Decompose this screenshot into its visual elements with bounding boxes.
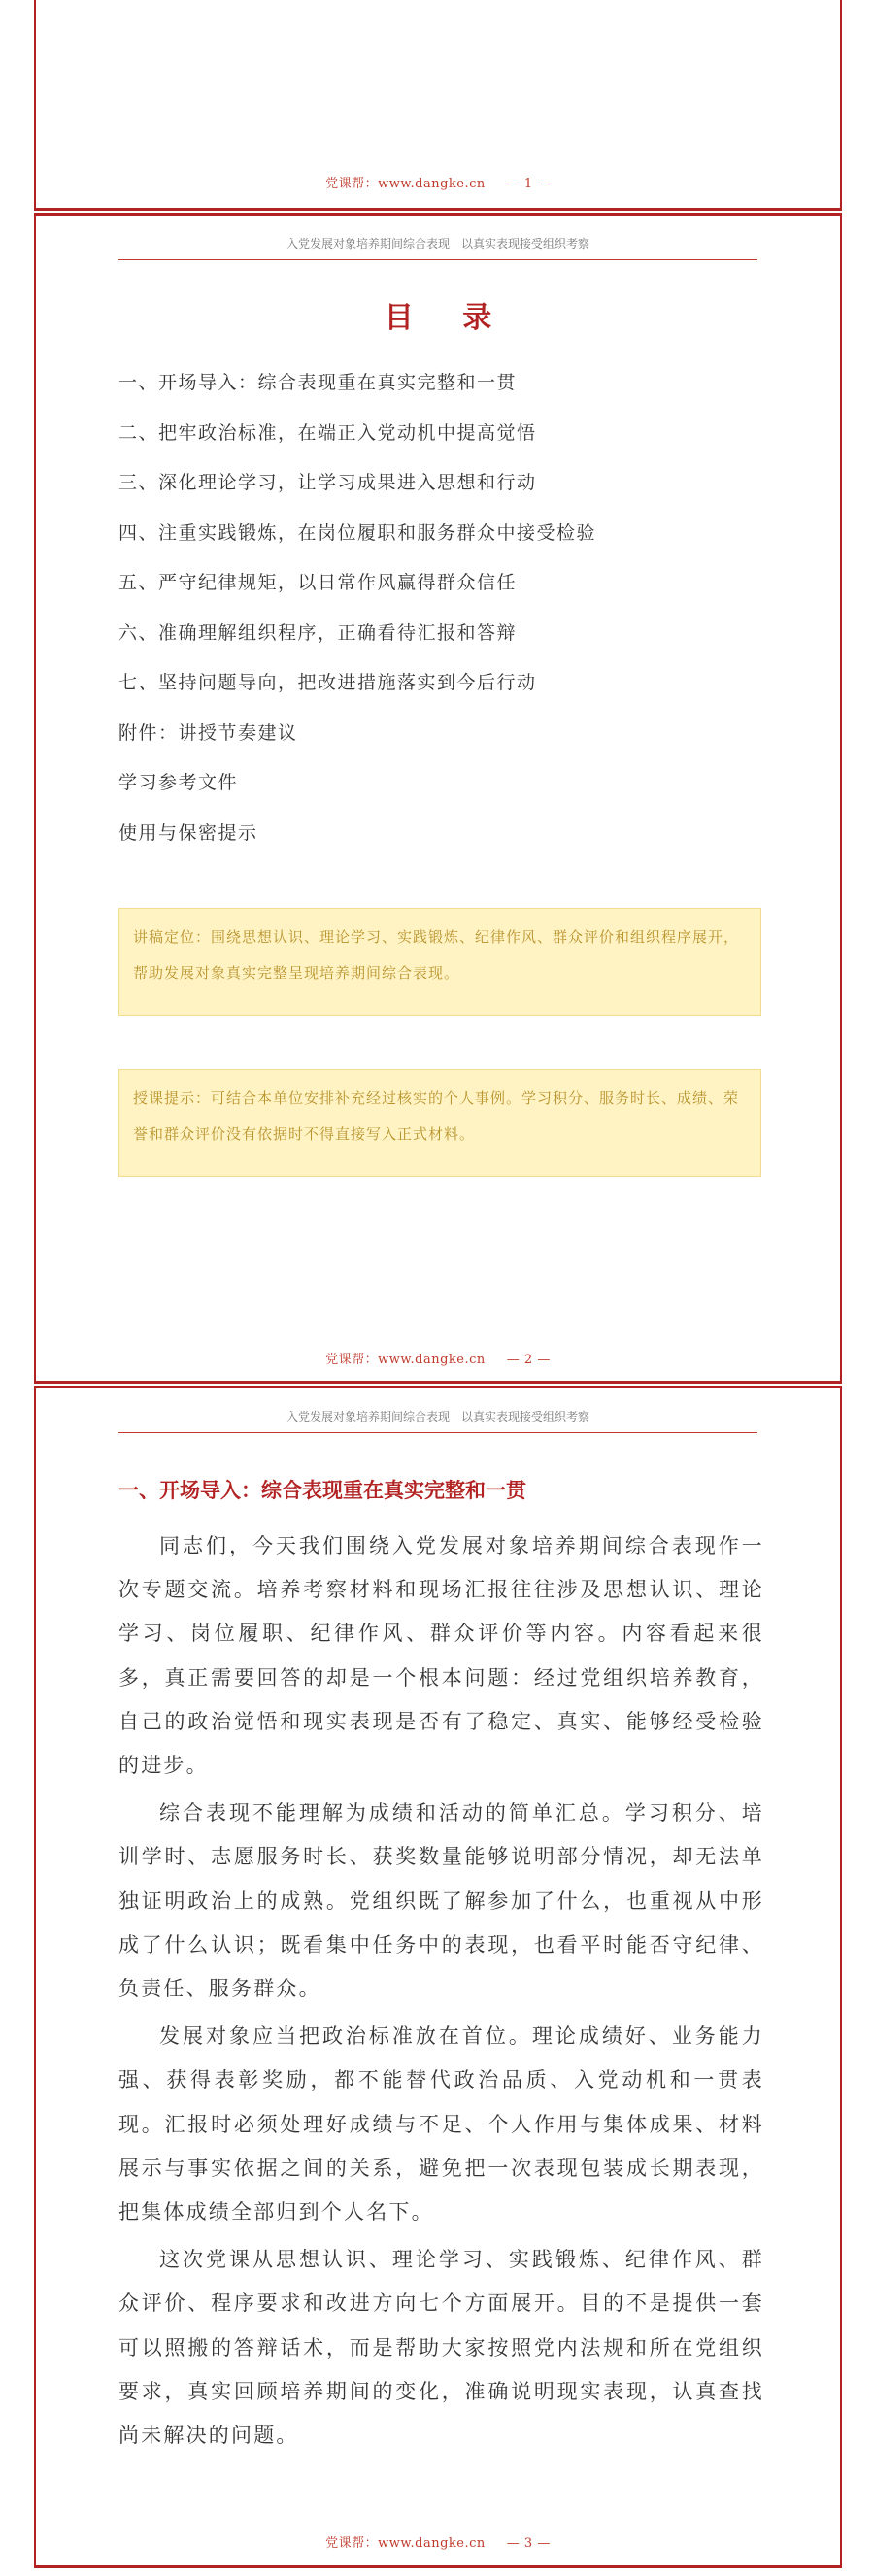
toc-title: 目 录 bbox=[384, 301, 512, 335]
toc-list bbox=[118, 368, 596, 868]
toc-item[interactable]: 六、准确理解组织程序，正确看待汇报和答辩 bbox=[118, 621, 518, 644]
page-header: 入党发展对象培养期间综合表现 以真实表现接受组织考察 bbox=[118, 235, 757, 260]
toc-item[interactable]: 二、把牢政治标准，在端正入党动机中提高觉悟 bbox=[118, 421, 537, 444]
toc-item[interactable]: 一、开场导入：综合表现重在真实完整和一贯 bbox=[118, 372, 518, 393]
page-1 bbox=[34, 0, 842, 211]
body-paragraph: 这次党课从思想认识、理论学习、实践锻炼、纪律作风、群众评价、程序要求和改进方向七个方面展开。目的不是提供一套可以照搬的答辩话术，而是帮助大家按照党内法规和所在党组织要求，真实回顾培养期间的变化，准确说明现实表现，认真查找尚未解决的问题。 bbox=[118, 2248, 764, 2448]
page-footer bbox=[36, 1349, 840, 1367]
page-footer bbox=[36, 173, 840, 191]
section-body bbox=[118, 1524, 764, 2461]
page-2 bbox=[34, 213, 842, 1384]
body-paragraph: 发展对象应当把政治标准放在首位。理论成绩好、业务能力强、获得表彰奖励，都不能替代政治品质、入党动机和一贯表现。汇报时必须处理好成绩与不足、个人作用与集体成果、材料展示与事实依据之间的关系，避免把一次表现包装成长期表现，把集体成绩全部归到个人名下。 bbox=[118, 2024, 764, 2225]
page-header: 入党发展对象培养期间综合表现 以真实表现接受组织考察 bbox=[118, 1408, 757, 1433]
toc-item[interactable]: 四、注重实践锻炼，在岗位履职和服务群众中接受检验 bbox=[118, 521, 597, 544]
toc-item[interactable]: 附件：讲授节奏建议 bbox=[118, 721, 298, 744]
toc-item[interactable]: 三、深化理论学习，让学习成果进入思想和行动 bbox=[118, 472, 537, 493]
lecture-positioning-note: 讲稿定位：围绕思想认识、理论学习、实践锻炼、纪律作风、群众评价和组织程序展开，帮助发展对象真实完整呈现培养期间综合表现。 bbox=[118, 908, 761, 1016]
footer-page-number: — 1 — bbox=[506, 177, 551, 191]
page-3 bbox=[34, 1386, 842, 2568]
toc-item[interactable]: 学习参考文件 bbox=[118, 772, 239, 793]
section-heading: 一、开场导入：综合表现重在真实完整和一贯 bbox=[118, 1479, 526, 1502]
footer-page-number: — 3 — bbox=[506, 2536, 551, 2551]
body-paragraph: 综合表现不能理解为成绩和活动的简单汇总。学习积分、培训学时、志愿服务时长、获奖数量能够说明部分情况，却无法单独证明政治上的成熟。党组织既了解参加了什么，也重视从中形成了什么认识；既看集中任务中的表现，也看平时能否守纪律、负责任、服务群众。 bbox=[118, 1801, 764, 2001]
teaching-tip-note: 授课提示：可结合本单位安排补充经过核实的个人事例。学习积分、服务时长、成绩、荣誉和群众评价没有依据时不得直接写入正式材料。 bbox=[118, 1069, 761, 1177]
toc-item[interactable]: 使用与保密提示 bbox=[118, 821, 258, 844]
footer-site: 党课帮：www.dangke.cn bbox=[325, 1353, 486, 1367]
toc-item[interactable]: 五、严守纪律规矩，以日常作风赢得群众信任 bbox=[118, 572, 518, 593]
body-paragraph: 同志们，今天我们围绕入党发展对象培养期间综合表现作一次专题交流。培养考察材料和现场汇报往往涉及思想认识、理论学习、岗位履职、纪律作风、群众评价等内容。内容看起来很多，真正需要回答的却是一个根本问题：经过党组织培养教育，自己的政治觉悟和现实表现是否有了稳定、真实、能够经受检验的进步。 bbox=[118, 1534, 764, 1778]
footer-page-number: — 2 — bbox=[506, 1353, 551, 1367]
footer-site: 党课帮：www.dangke.cn bbox=[325, 2536, 486, 2551]
toc-item[interactable]: 七、坚持问题导向，把改进措施落实到今后行动 bbox=[118, 672, 537, 693]
footer-site: 党课帮：www.dangke.cn bbox=[325, 177, 486, 191]
page-footer bbox=[36, 2532, 840, 2551]
